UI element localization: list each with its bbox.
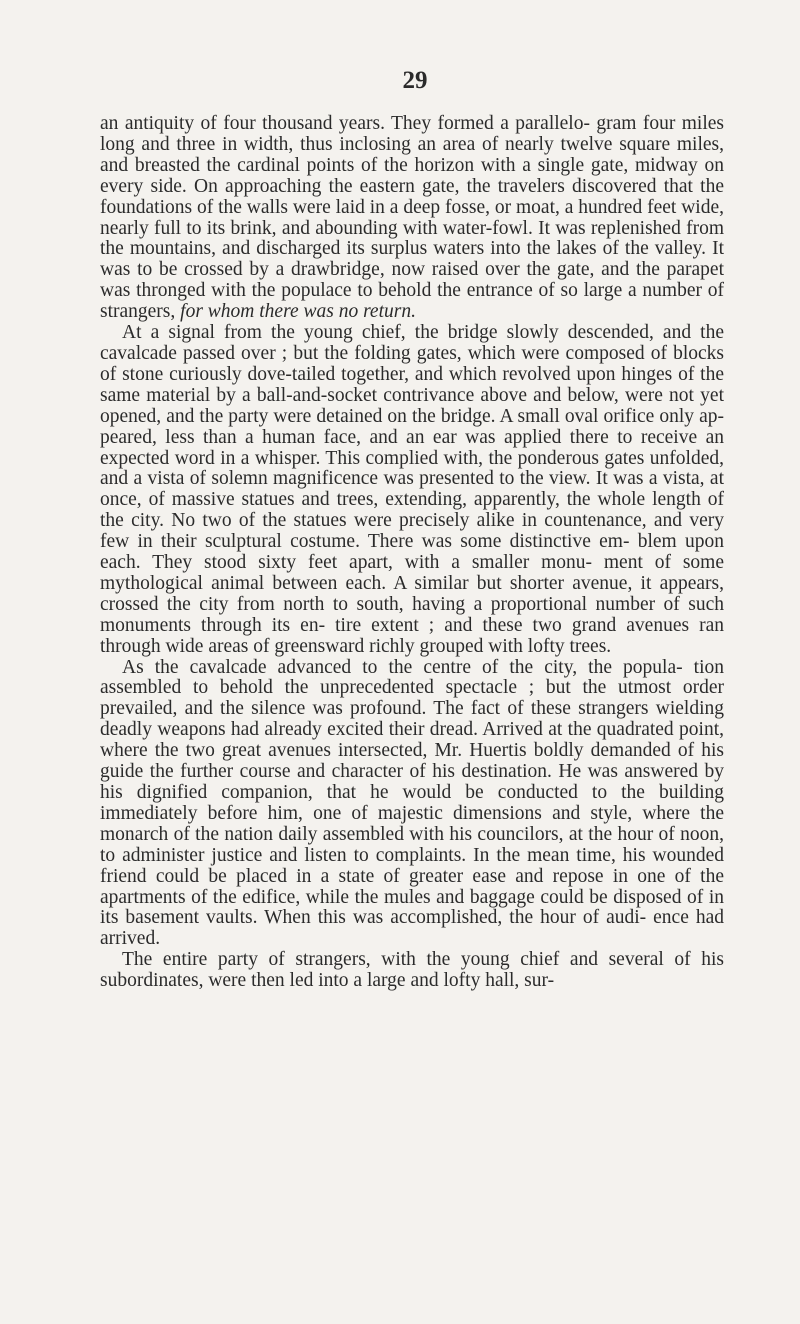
paragraph-4 — [100, 950, 724, 992]
paragraph-2-text: At a signal from the young chief, the bridge slowly descended, and the cavalcade passed over ; but the folding gates, which were composed of blocks of stone curiously dove-tailed together, and which revolved upon hinges of the same material by a ball-and-socket contrivance above and below, were not yet opened, and the party were detained on the bridge. A small oval orifice only ap- peared, less than a human face, and an ear was applied there to receive an expected word in a whisper. This complied with, the ponderous gates unfolded, and a vista of solemn magnificence was presented to the view. It was a vista, at once, of massive statues and trees, extending, apparently, the whole length of the city. No two of the statues were precisely alike in countenance, and very few in their sculptural costume. There was some distinctive em- blem upon each. They stood sixty feet apart, with a smaller monu- ment of some mythological animal between each. A similar but shorter avenue, it appears, crossed the city from north to south, having a proportional number of such monuments through its en- tire extent ; and these two grand avenues ran through wide areas of greensward richly grouped with lofty trees. — [100, 322, 724, 657]
paragraph-3-text: As the cavalcade advanced to the centre of the city, the popula- tion assembled to behold the unprecedented spectacle ; but the utmost order prevailed, and the silence was profound. The fact of these strangers wielding deadly weapons had already excited their dread. Arrived at the quadrated point, where the two great avenues intersected, Mr. Huertis boldly demanded of his guide the further course and character of his destination. He was answered by his dignified companion, that he would be conducted to the building immediately before him, one of majestic dimensions and style, where the monarch of the nation daily assembled with his councilors, at the hour of noon, to administer justice and listen to complaints. In the mean time, his wounded friend could be placed in a state of greater ease and repose in one of the apartments of the edifice, while the mules and baggage could be disposed of in its basement vaults. When this was accomplished, the hour of audi- ence had arrived. — [100, 656, 724, 950]
paragraph-1 — [100, 114, 724, 323]
page-body — [100, 114, 724, 992]
page-number: 29 — [402, 67, 428, 94]
paragraph-1-text: an antiquity of four thousand years. They formed a parallelo- gram four miles long and three in width, thus inclosing an area of nearly twelve square miles, and breasted the cardinal points of the horizon with a single gate, midway on every side. On approaching the eastern gate, the travelers discovered that the foundations of the walls were laid in a deep fosse, or moat, a hundred feet wide, nearly full to its brink, and abounding with water-fowl. It was replenished from the mountains, and discharged its surplus waters into the lakes of the valley. It was to be crossed by a drawbridge, now raised over the gate, and the parapet was thronged with the populace to behold the entrance of so large a number of strangers, — [100, 113, 724, 323]
paragraph-3 — [100, 658, 724, 951]
paragraph-4-text: The entire party of strangers, with the young chief and several of his subordinates, were then led into a large and lofty hall, sur- — [100, 949, 724, 992]
paragraph-1-italic: for whom there was no return. — [180, 301, 416, 323]
paragraph-2 — [100, 323, 724, 658]
